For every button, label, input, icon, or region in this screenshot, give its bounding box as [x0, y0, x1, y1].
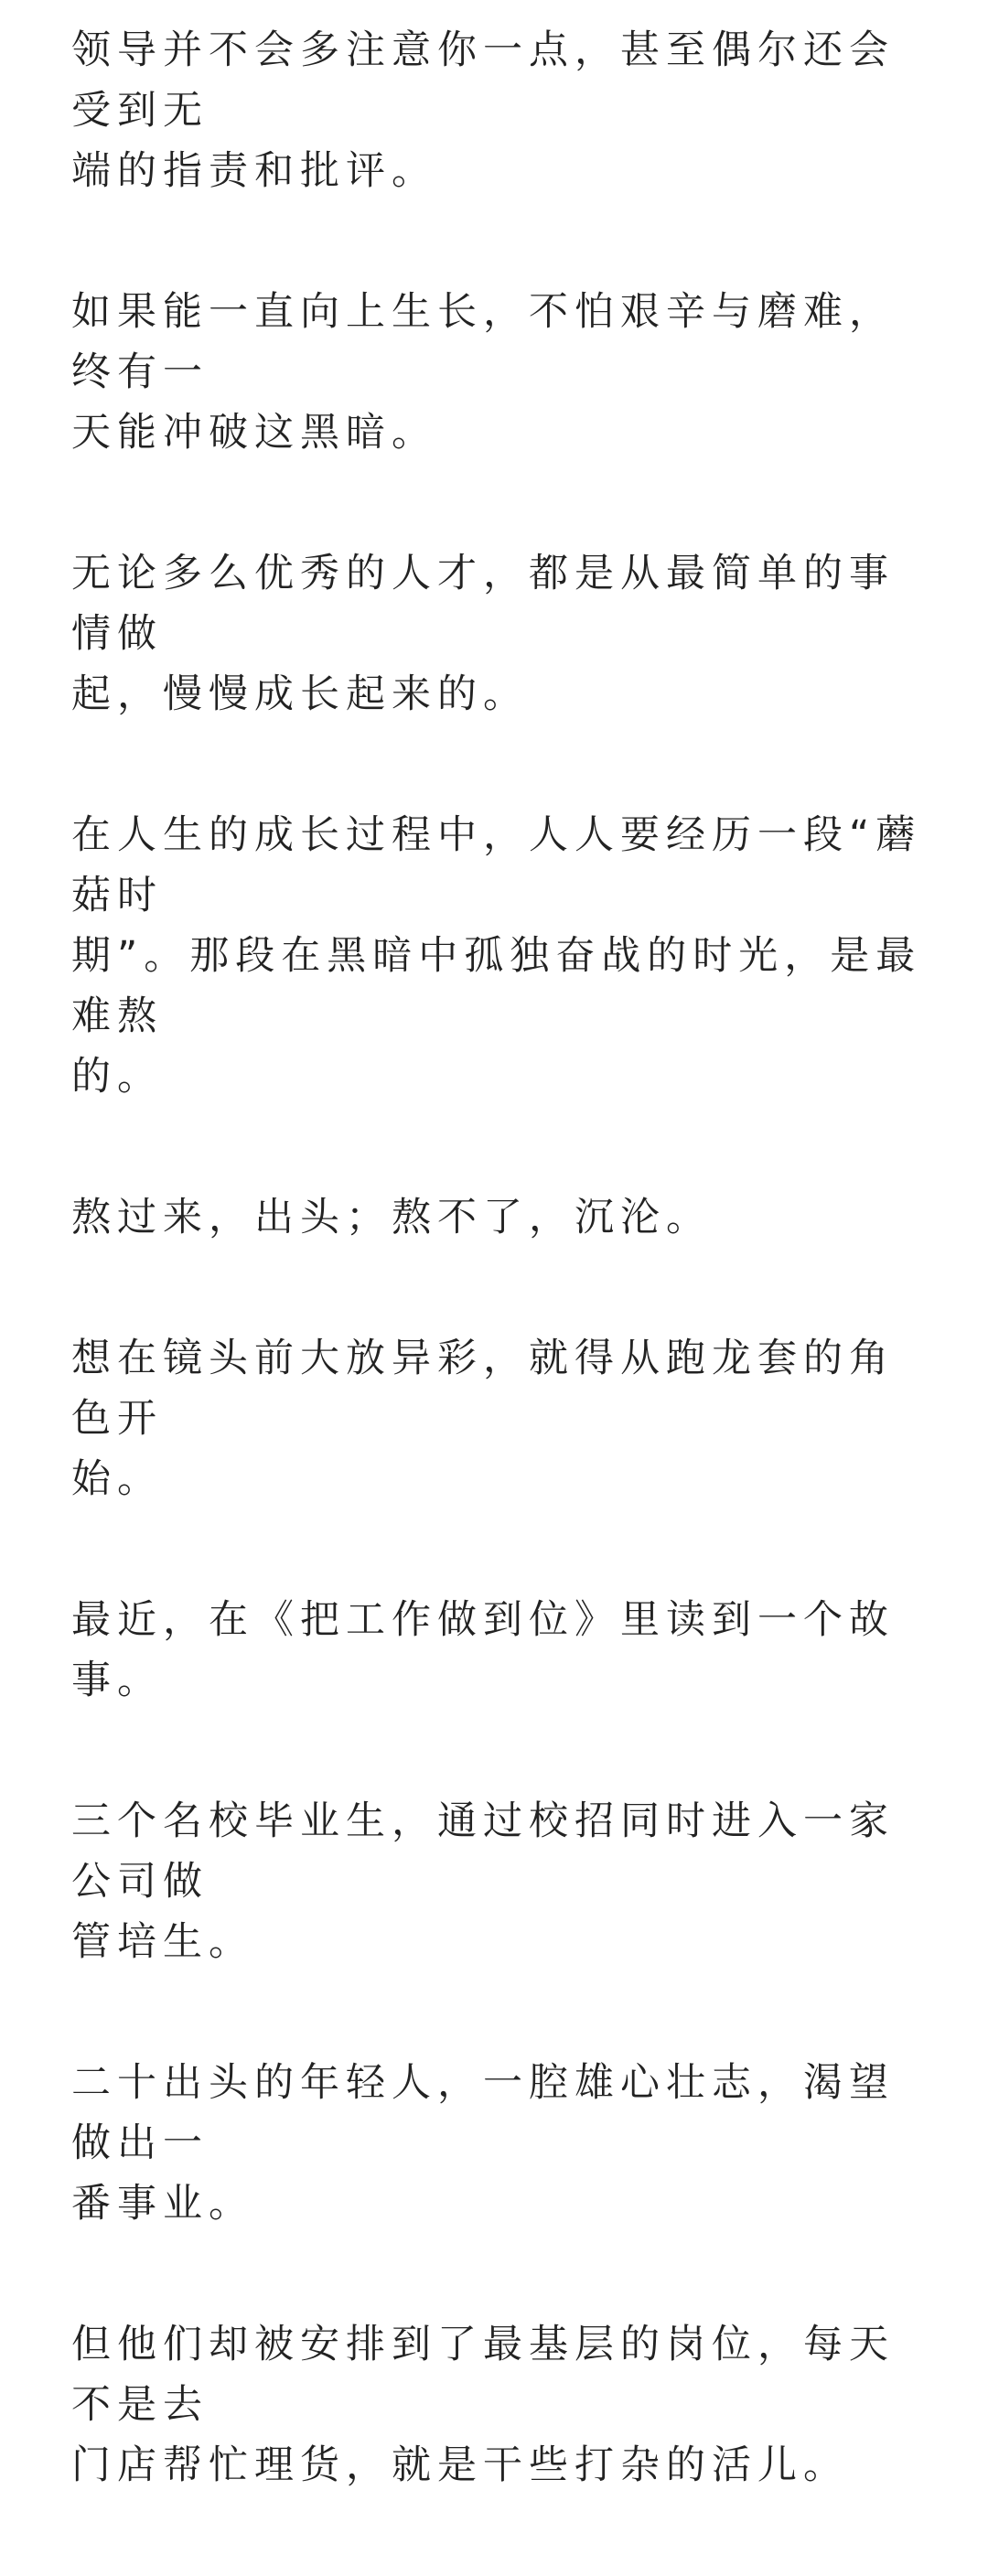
paragraph: 无论多么优秀的人才，都是从最简单的事情做 起，慢慢成长起来的。	[71, 551, 895, 717]
paragraph: 领导并不会多注意你一点，甚至偶尔还会受到无 端的指责和批评。	[71, 27, 895, 194]
paragraph: 最近，在《把工作做到位》里读到一个故事。	[71, 1597, 895, 1703]
paragraph: 三个名校毕业生，通过校招同时进入一家公司做 管培生。	[71, 1798, 895, 1965]
paragraph: 但他们却被安排到了最基层的岗位，每天不是去 门店帮忙理货，就是干些打杂的活儿。	[71, 2322, 895, 2488]
article-body	[71, 20, 931, 2576]
paragraph: 如果能一直向上生长，不怕艰辛与磨难，终有一 天能冲破这黑暗。	[71, 289, 895, 456]
paragraph: 在人生的成长过程中，人人要经历一段“蘑菇时 期”。那段在黑暗中孤独奋战的时光，是最难熬 的。	[71, 812, 922, 1100]
paragraph: 熬过来，出头；熬不了，沉沦。	[71, 1195, 712, 1240]
paragraph: 想在镜头前大放异彩，就得从跑龙套的角色开 始。	[71, 1336, 895, 1502]
paragraph: 二十出头的年轻人，一腔雄心壮志，渴望做出一 番事业。	[71, 2060, 895, 2227]
